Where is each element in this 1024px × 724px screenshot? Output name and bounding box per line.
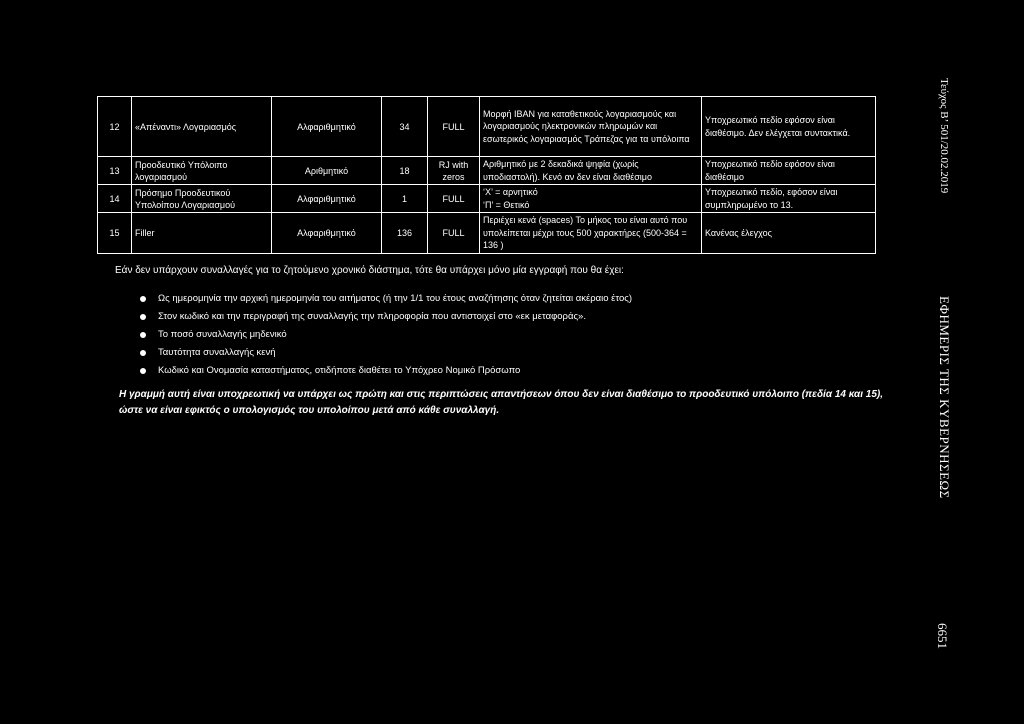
- important-note: Η γραμμή αυτή είναι υποχρεωτική να υπάρχει ως πρώτη και στις περιπτώσεις απαντήσεων όπου δεν είναι διαθέσιμο το προοδευτικό υπόλοιπο (πεδία 14 και 15), ώστε να είναι εφικτός ο υπολογισμός του υπολοίπου μετά από κάθε συναλλαγή.: [119, 389, 883, 416]
- row-number: 12: [98, 97, 132, 157]
- bullet-icon: [140, 332, 146, 338]
- list-item: [140, 346, 632, 364]
- list-item-text: Ταυτότητα συναλλαγής κενή: [158, 347, 276, 358]
- page-number: 6651: [935, 623, 950, 649]
- field-check: Κανένας έλεγχος: [702, 213, 876, 254]
- field-name: Προοδευτικό Υπόλοιπο λογαριασμού: [132, 157, 272, 185]
- list-item: [140, 292, 632, 310]
- list-item: [140, 328, 632, 346]
- field-type: Αλφαριθμητικό: [272, 185, 382, 213]
- field-length: 1: [382, 185, 428, 213]
- issue-label: Τεύχος Β’ 501/20.02.2019: [938, 78, 950, 194]
- row-number: 14: [98, 185, 132, 213]
- list-item-text: Ως ημερομηνία την αρχική ημερομηνία του αιτήματος (ή την 1/1 του έτους αναζήτησης όταν ζητείται ακέραιο έτος): [158, 293, 633, 304]
- list-item-text: Το ποσό συναλλαγής μηδενικό: [158, 329, 287, 340]
- field-description: [480, 185, 702, 213]
- bullet-icon: [140, 314, 146, 320]
- field-description: Μορφή IBAN για καταθετικούς λογαριασμούς και λογαριασμούς ηλεκτρονικών πληρωμών και εσωτερικός λογαριασμός Τράπεζας για τα υπόλοιπα: [480, 97, 702, 157]
- field-check: Υποχρεωτικό πεδίο εφόσον είναι διαθέσιμο. Δεν ελέγχεται συντακτικά.: [702, 97, 876, 157]
- list-item-text: Κωδικό και Ονομασία καταστήματος, οτιδήποτε διαθέτει το Υπόχρεο Νομικό Πρόσωπο: [158, 365, 521, 376]
- gazette-title: ΕΦΗΜΕΡΙΣ ΤΗΣ ΚΥΒΕΡΝΗΣΕΩΣ: [937, 296, 952, 499]
- list-item: [140, 364, 632, 382]
- list-item-text: Στον κωδικό και την περιγραφή της συναλλαγής την πληροφορία που αντιστοιχεί στο «εκ μεταφοράς».: [158, 311, 586, 322]
- field-padding: FULL: [428, 97, 480, 157]
- field-description: Αριθμητικό με 2 δεκαδικά ψηφία (χωρίς υποδιαστολή). Κενό αν δεν είναι διαθέσιμο: [480, 157, 702, 185]
- field-length: 136: [382, 213, 428, 254]
- field-name: Πρόσημο Προοδευτικού Υπολοίπου Λογαριασμού: [132, 185, 272, 213]
- field-padding: RJ with zeros: [428, 157, 480, 185]
- bullet-list: [140, 292, 632, 382]
- row-number: 15: [98, 213, 132, 254]
- field-type: Αλφαριθμητικό: [272, 213, 382, 254]
- description-line: ‘Π’ = Θετικό: [483, 199, 530, 210]
- list-item: [140, 310, 632, 328]
- field-length: 34: [382, 97, 428, 157]
- description-line: ‘Χ’ = αρνητικό: [483, 187, 538, 197]
- field-padding: FULL: [428, 185, 480, 213]
- field-type: Αριθμητικό: [272, 157, 382, 185]
- row-number: 13: [98, 157, 132, 185]
- field-name: Filler: [132, 213, 272, 254]
- table-row: [98, 97, 876, 157]
- table-row: [98, 157, 876, 185]
- fields-table: [97, 96, 876, 254]
- bullet-icon: [140, 296, 146, 302]
- table-row: [98, 213, 876, 254]
- intro-paragraph: Εάν δεν υπάρχουν συναλλαγές για το ζητούμενο χρονικό διάστημα, τότε θα υπάρχει μόνο μία εγγραφή που θα έχει:: [115, 265, 624, 276]
- bullet-icon: [140, 368, 146, 374]
- page-margin: [928, 0, 958, 724]
- field-length: 18: [382, 157, 428, 185]
- field-name: «Απέναντι» Λογαριασμός: [132, 97, 272, 157]
- field-type: Αλφαριθμητικό: [272, 97, 382, 157]
- field-description: Περιέχει κενά (spaces) Το μήκος του είναι αυτό που υπολείπεται μέχρι τους 500 χαρακτήρες (500-364 = 136 ): [480, 213, 702, 254]
- bullet-icon: [140, 350, 146, 356]
- field-check: Υποχρεωτικό πεδίο, εφόσον είναι συμπληρωμένο το 13.: [702, 185, 876, 213]
- field-padding: FULL: [428, 213, 480, 254]
- field-check: Υποχρεωτικό πεδίο εφόσον είναι διαθέσιμο: [702, 157, 876, 185]
- table-row: [98, 185, 876, 213]
